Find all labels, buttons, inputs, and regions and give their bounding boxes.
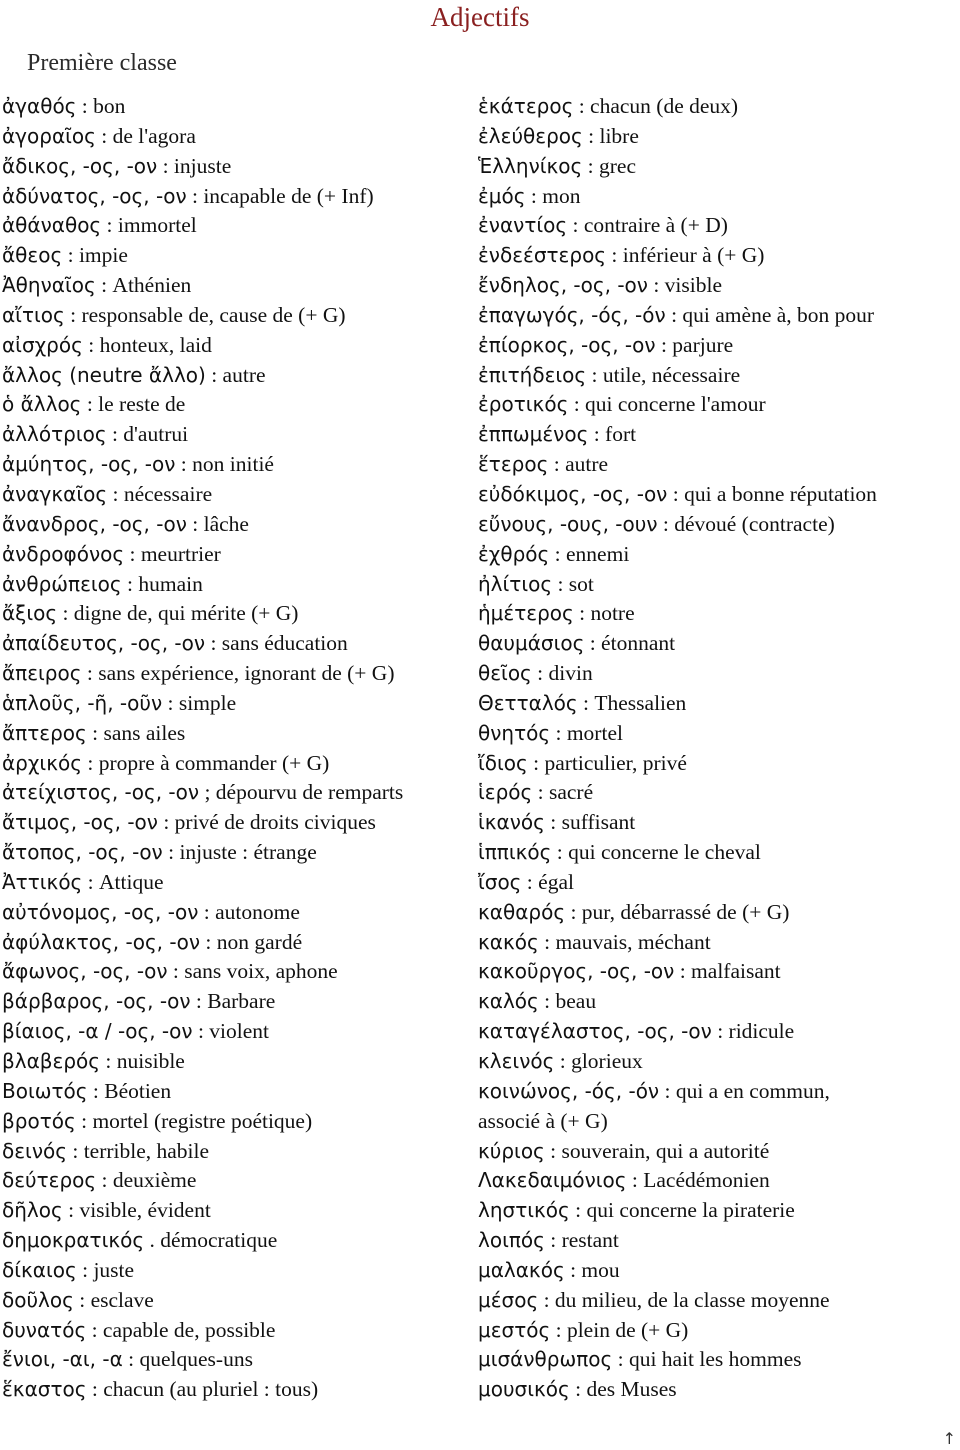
french-translation: : particulier, privé [527, 750, 687, 775]
french-translation: : incapable de (+ Inf) [186, 183, 374, 208]
vocab-entry [478, 1017, 958, 1047]
french-translation: : grec [582, 153, 636, 178]
vocab-entry [2, 808, 472, 838]
french-translation: : des Muses [569, 1377, 677, 1402]
greek-term: ἀγοραῖος [2, 123, 96, 148]
greek-term: ἀναγκαῖος [2, 481, 108, 506]
vocab-entry [2, 211, 472, 241]
greek-term: ἀφύλακτος, -ος, -ον [2, 929, 201, 954]
vocab-entry [2, 689, 472, 719]
greek-term: κακός [478, 929, 539, 954]
vocab-entry [2, 987, 472, 1017]
greek-term: θαυμάσιος [478, 631, 585, 656]
french-translation: : malfaisant [674, 959, 781, 984]
vocab-entry [2, 1047, 472, 1077]
vocab-entry [2, 420, 472, 450]
page-title: Adjectifs [430, 2, 530, 32]
french-translation: : beau [538, 989, 597, 1014]
vocab-entry [478, 808, 958, 838]
vocab-entry [478, 898, 958, 928]
greek-term: ἄθεος [2, 243, 63, 268]
greek-term: ἐλεύθερος [478, 123, 583, 148]
french-translation: : glorieux [554, 1049, 643, 1073]
french-translation: : sans ailes [86, 720, 186, 745]
greek-term: ἀμύητος, -ος, -ον [2, 452, 176, 477]
french-translation: : quelques-uns [122, 1347, 253, 1372]
french-translation: : divin [531, 661, 593, 686]
greek-term: ἐππωμένος [478, 422, 589, 447]
greek-term: μεστός [478, 1317, 551, 1342]
vocab-entry [478, 301, 958, 331]
french-translation: : mortel (registre poétique) [75, 1108, 313, 1133]
french-translation: : deuxième [96, 1168, 197, 1193]
greek-term: μαλακός [478, 1257, 565, 1282]
vocab-entry [2, 1286, 472, 1316]
french-translation: : Lacédémonien [626, 1168, 770, 1193]
french-translation: : nécessaire [107, 481, 213, 506]
vocab-entry [478, 271, 958, 301]
greek-term: ἴδιος [478, 750, 528, 775]
greek-term: ἀρχικός [2, 750, 82, 775]
greek-term: ἄφωνος, -ος, -ον [2, 959, 168, 984]
french-translation: : honteux, laid [82, 332, 212, 357]
french-translation: : sans voix, aphone [167, 959, 338, 984]
french-translation: : d'autrui [106, 422, 189, 447]
french-translation: : utile, nécessaire [586, 362, 741, 387]
french-translation: : qui hait les hommes [612, 1347, 802, 1372]
vocab-entry [478, 719, 958, 749]
french-translation: : autonome [198, 899, 300, 924]
french-translation: : ridicule [711, 1019, 795, 1044]
french-translation: : non gardé [200, 929, 303, 954]
greek-term: δεινός [2, 1138, 67, 1163]
french-translation: : souverain, qui a autorité [544, 1138, 770, 1163]
greek-term: ἐπιτήδειος [478, 362, 587, 387]
french-translation: : sans éducation [205, 631, 348, 656]
greek-term: ἕκαστος [2, 1377, 87, 1402]
french-translation: : qui a bonne réputation [667, 481, 877, 506]
french-translation: : violent [192, 1019, 269, 1044]
greek-term: καλός [478, 989, 539, 1014]
french-translation: : capable de, possible [86, 1317, 276, 1342]
french-translation: : Barbare [190, 989, 276, 1014]
french-translation: : responsable de, cause de (+ G) [64, 302, 346, 327]
vocab-entry [478, 1047, 958, 1077]
greek-term: βάρβαρος, -ος, -ον [2, 989, 191, 1014]
greek-term: ἀνθρώπειος [2, 571, 122, 596]
vocab-entry [478, 331, 958, 361]
greek-term: ἐπαγωγός, -ός, -όν [478, 302, 666, 327]
vocab-entry [2, 1077, 472, 1107]
greek-term: ἐνδεέστερος [478, 243, 607, 268]
french-translation: : qui amène à, bon pour [665, 302, 875, 327]
vocab-entry [478, 629, 958, 659]
vocab-entry [2, 928, 472, 958]
french-translation: : étonnant [584, 631, 676, 656]
greek-term: λοιπός [478, 1228, 545, 1253]
vocab-entry [478, 510, 958, 540]
greek-term: ἐναντίος [478, 213, 568, 238]
french-translation: : pur, débarrassé de (+ G) [565, 899, 790, 924]
greek-term: δυνατός [2, 1317, 87, 1342]
left-column [2, 92, 472, 1405]
vocab-entry [2, 570, 472, 600]
greek-term: εὔνους, -ους, -ουν [478, 511, 658, 536]
greek-term: αἴτιος [2, 302, 65, 327]
vocab-entry [2, 92, 472, 122]
french-translation: : propre à commander (+ G) [81, 750, 330, 775]
greek-term: Βοιωτός [2, 1078, 88, 1103]
vocab-entry [478, 211, 958, 241]
vocab-entry [2, 1017, 472, 1047]
french-translation: : qui concerne le cheval [551, 840, 761, 865]
french-translation: : injuste : étrange [162, 840, 317, 865]
greek-term: δεύτερος [2, 1168, 97, 1193]
greek-term: δῆλος [2, 1198, 63, 1223]
vocab-entry [478, 1137, 958, 1167]
vocab-entry [478, 540, 958, 570]
vocab-entry [2, 659, 472, 689]
vocab-entry [2, 1166, 472, 1196]
greek-term: μισάνθρωπος [478, 1347, 613, 1372]
vocab-entry [478, 1196, 958, 1226]
vocab-entry [2, 182, 472, 212]
vocab-entry [478, 1166, 958, 1196]
greek-term: ἁπλοῦς, -ῆ, -οῦν [2, 690, 163, 715]
french-translation: : égal [521, 869, 574, 894]
french-translation: : plein de (+ G) [550, 1317, 689, 1342]
vocab-entry [2, 301, 472, 331]
vocab-entry [478, 420, 958, 450]
french-translation: : juste [76, 1257, 135, 1282]
vocab-entry [478, 480, 958, 510]
vocab-entry [2, 1256, 472, 1286]
french-translation: : autre [205, 362, 266, 387]
vocab-entry [2, 361, 472, 391]
vocab-entry [2, 1375, 472, 1405]
greek-term: μουσικός [478, 1377, 570, 1402]
vocab-entry [2, 719, 472, 749]
vocab-entry [478, 868, 958, 898]
greek-term: Λακεδαιμόνιος [478, 1168, 627, 1193]
vocab-entry [478, 778, 958, 808]
greek-term: ἀτείχιστος, -ος, -ον [2, 780, 200, 805]
vocab-entry [478, 92, 958, 122]
french-translation: : dévoué (contracte) [657, 511, 835, 536]
french-translation: associé à (+ G) [478, 1108, 608, 1133]
vocab-entry [2, 868, 472, 898]
greek-term: ἐχθρός [478, 541, 550, 566]
vocab-entry [2, 1345, 472, 1375]
greek-term: ἄλλος (neutre ἄλλο) [2, 362, 206, 387]
french-translation: : qui a en commun, [659, 1078, 830, 1103]
greek-term: ἀλλότριος [2, 422, 107, 447]
french-translation: : ennemi [549, 541, 630, 566]
greek-term: Ἀθηναῖος [2, 273, 96, 298]
vocab-entry [478, 570, 958, 600]
greek-term: ἀθάναθος [2, 213, 102, 238]
greek-term: ἐμός [478, 183, 526, 208]
french-translation: : injuste [157, 153, 232, 178]
french-translation: : le reste de [81, 392, 186, 417]
greek-term: Ἑλληνίκος [478, 153, 583, 178]
greek-term: κοινώνος, -ός, -όν [478, 1078, 660, 1103]
greek-term: αἰσχρός [2, 332, 83, 357]
greek-term: ἀγαθός [2, 94, 77, 118]
french-translation: : meurtrier [124, 541, 221, 566]
vocab-entry [478, 689, 958, 719]
vocab-entry [478, 957, 958, 987]
scroll-top-arrow-icon[interactable]: ↑ [942, 1429, 956, 1448]
vocab-entry [2, 1137, 472, 1167]
greek-term: αὐτόνομος, -ος, -ον [2, 899, 199, 924]
vocab-entry [478, 1226, 958, 1256]
vocab-entry [478, 987, 958, 1017]
french-translation: : suffisant [544, 810, 636, 835]
vocab-entry [2, 599, 472, 629]
greek-term: ἄδικος, -ος, -ον [2, 153, 158, 178]
greek-term: καταγέλαστος, -ος, -ον [478, 1019, 712, 1044]
section-title: Première classe [27, 50, 177, 76]
french-translation: : Thessalien [577, 690, 687, 715]
greek-term: ἀπαίδευτος, -ος, -ον [2, 631, 206, 656]
greek-term: ἠλίτιος [478, 571, 553, 596]
vocab-entry [478, 122, 958, 152]
french-translation: : autre [548, 452, 609, 477]
vocab-entry [2, 450, 472, 480]
french-translation: : visible [647, 273, 723, 298]
vocab-entry [478, 928, 958, 958]
french-translation: : inférieur à (+ G) [606, 243, 765, 268]
greek-term: ἄνανδρος, -ος, -ον [2, 511, 187, 536]
greek-term: ἄπτερος [2, 720, 87, 745]
vocab-entry [478, 182, 958, 212]
french-translation: : simple [162, 690, 237, 715]
french-translation: ; dépourvu de remparts [199, 780, 404, 805]
vocab-entry [478, 390, 958, 420]
greek-term: κύριος [478, 1138, 545, 1163]
french-translation: : mauvais, méchant [538, 929, 711, 954]
greek-term: εὐδόκιμος, -ος, -ον [478, 481, 668, 506]
vocab-entry [2, 749, 472, 779]
vocab-entry [2, 390, 472, 420]
french-translation: : fort [588, 422, 637, 447]
greek-term: ληστικός [478, 1198, 570, 1223]
french-translation: : libre [582, 123, 639, 148]
french-translation: : qui concerne la piraterie [569, 1198, 795, 1223]
greek-term: ἱερός [478, 780, 533, 805]
french-translation: : nuisible [100, 1049, 185, 1073]
greek-term: βροτός [2, 1108, 76, 1133]
french-translation: : mortel [550, 720, 623, 745]
french-translation: : chacun (au pluriel : tous) [86, 1377, 319, 1402]
vocab-entry [478, 152, 958, 182]
vocab-entry [478, 659, 958, 689]
french-translation: : terrible, habile [66, 1138, 210, 1163]
vocab-entry [2, 480, 472, 510]
vocab-entry [2, 898, 472, 928]
greek-term: ἡμέτερος [478, 601, 574, 626]
french-translation: : mon [525, 183, 581, 208]
vocab-entry [2, 1196, 472, 1226]
greek-term: ἕτερος [478, 452, 549, 477]
french-translation: : contraire à (+ D) [567, 213, 728, 238]
greek-term: ἀνδροφόνος [2, 541, 125, 566]
greek-term: δοῦλος [2, 1287, 74, 1312]
vocab-entry [478, 749, 958, 779]
french-translation: : sans expérience, ignorant de (+ G) [81, 661, 395, 686]
french-translation: : parjure [655, 332, 734, 357]
greek-term: θεῖος [478, 661, 532, 686]
vocab-entry [2, 122, 472, 152]
vocab-entry [2, 838, 472, 868]
greek-term: ἄτιμος, -ος, -ον [2, 810, 158, 835]
greek-term: ἄτοπος, -ος, -ον [2, 840, 163, 865]
greek-term: καθαρός [478, 899, 566, 924]
greek-term: δίκαιος [2, 1257, 77, 1282]
french-translation: : immortel [101, 213, 197, 238]
greek-term: ἀδύνατος, -ος, -ον [2, 183, 187, 208]
french-translation: : notre [573, 601, 635, 626]
greek-term: δημοκρατικός [2, 1228, 145, 1253]
french-translation: : esclave [73, 1287, 154, 1312]
greek-term: ἑκάτερος [478, 94, 574, 118]
vocab-entry [478, 1286, 958, 1316]
french-translation: : humain [121, 571, 203, 596]
greek-term: βίαιος, -α / -ος, -ον [2, 1019, 193, 1044]
vocab-entry [2, 957, 472, 987]
french-translation: : Béotien [87, 1078, 172, 1103]
greek-term: βλαβερός [2, 1049, 101, 1073]
vocab-entry [2, 778, 472, 808]
vocab-entry [2, 629, 472, 659]
french-translation: : bon [76, 94, 126, 118]
greek-term: κακοῦργος, -ος, -ον [478, 959, 675, 984]
greek-term: ἔνιοι, -αι, -α [2, 1347, 123, 1372]
vocab-entry [478, 599, 958, 629]
french-translation: : chacun (de deux) [573, 94, 739, 118]
vocab-entry [478, 1345, 958, 1375]
greek-term: ἔνδηλος, -ος, -ον [478, 273, 648, 298]
vocab-entry [2, 271, 472, 301]
french-translation: : privé de droits civiques [157, 810, 376, 835]
greek-term: θνητός [478, 720, 551, 745]
vocab-entry [478, 361, 958, 391]
greek-term: ἄξιος [2, 601, 58, 626]
french-translation: : restant [544, 1228, 619, 1253]
greek-term: Ἀττικός [2, 869, 83, 894]
vocab-entry [2, 510, 472, 540]
greek-term: ἄπειρος [2, 661, 82, 686]
french-translation: : de l'agora [95, 123, 196, 148]
vocab-entry [478, 241, 958, 271]
vocab-entry [2, 1226, 472, 1256]
greek-term: κλεινός [478, 1049, 555, 1073]
greek-term: ἱκανός [478, 810, 545, 835]
french-translation: : qui concerne l'amour [568, 392, 766, 417]
french-translation: : visible, évident [62, 1198, 211, 1223]
vocab-entry [2, 241, 472, 271]
greek-term: ἐπίορκος, -ος, -ον [478, 332, 656, 357]
vocab-entry [2, 540, 472, 570]
french-translation: : impie [62, 243, 128, 268]
right-column [478, 92, 958, 1405]
french-translation: : sot [552, 571, 594, 596]
vocab-entry [478, 1256, 958, 1286]
vocab-entry [478, 1107, 958, 1137]
french-translation: : non initié [175, 452, 274, 477]
greek-term: ἐροτικός [478, 392, 569, 417]
greek-term: ἴσος [478, 869, 522, 894]
vocab-entry [2, 152, 472, 182]
vocab-entry [2, 1107, 472, 1137]
vocab-entry [478, 838, 958, 868]
vocab-entry [478, 1077, 958, 1107]
french-translation: : Attique [82, 869, 164, 894]
greek-term: ἱππικός [478, 840, 552, 865]
greek-term: ὁ ἄλλος [2, 392, 82, 417]
vocab-entry [478, 450, 958, 480]
greek-term: Θετταλός [478, 690, 578, 715]
french-translation: : mou [564, 1257, 620, 1282]
french-translation: : digne de, qui mérite (+ G) [57, 601, 299, 626]
vocab-entry [2, 1316, 472, 1346]
french-translation: : lâche [186, 511, 249, 536]
french-translation: : sacré [532, 780, 594, 805]
vocab-entry [478, 1375, 958, 1405]
greek-term: μέσος [478, 1287, 539, 1312]
french-translation: : Athénien [95, 273, 192, 298]
vocab-entry [2, 331, 472, 361]
french-translation: : du milieu, de la classe moyenne [538, 1287, 830, 1312]
french-translation: . démocratique [144, 1228, 278, 1253]
vocab-entry [478, 1316, 958, 1346]
